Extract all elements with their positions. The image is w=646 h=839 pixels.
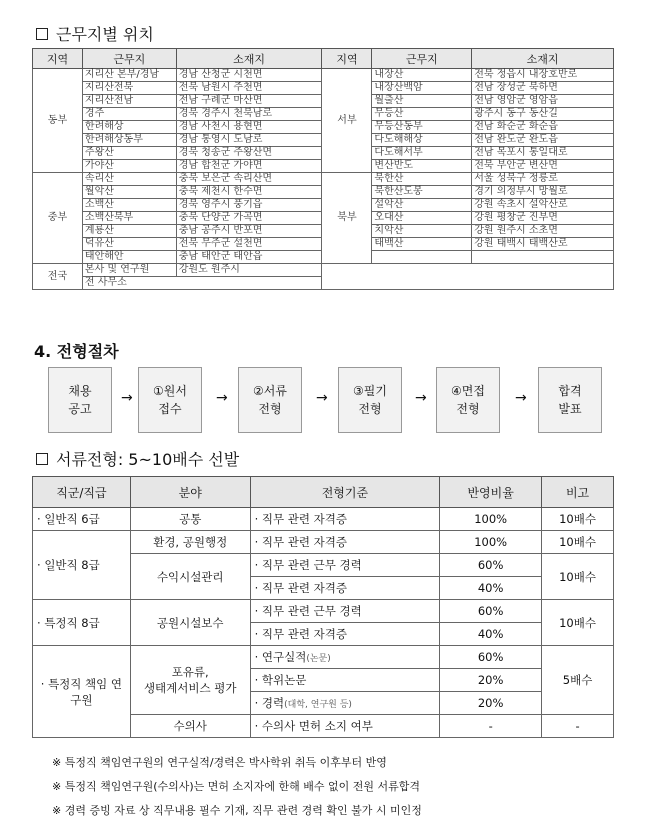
address-cell: 전남 완도군 완도읍 — [472, 134, 614, 147]
office-cell: 태안해안 — [82, 251, 176, 264]
address-cell: 강원도 원주시 — [176, 264, 322, 277]
office-cell: 내장산백암 — [372, 82, 472, 95]
region-cell: 북부 — [322, 173, 372, 264]
address-cell: 강원 태백시 태백산로 — [472, 238, 614, 251]
column-header: 근무지 — [372, 49, 472, 69]
field-cell: 환경, 공원행정 — [130, 531, 250, 554]
checkbox-icon — [36, 453, 48, 465]
section-title-locations — [36, 22, 154, 45]
office-cell — [372, 251, 472, 264]
column-header: 소재지 — [176, 49, 322, 69]
office-cell: 북한산 — [372, 173, 472, 186]
office-cell: 지리산 본부/경남 — [82, 69, 176, 82]
table-row — [33, 600, 614, 623]
note-cell: 10배수 — [542, 531, 614, 554]
process-step: ①원서 접수 — [138, 367, 202, 433]
column-header: 반영비율 — [440, 477, 542, 508]
address-cell: 강원 원주시 소초면 — [472, 225, 614, 238]
ratio-cell: 60% — [440, 600, 542, 623]
field-cell: 공원시설보수 — [130, 600, 250, 646]
field-cell: 수익시설관리 — [130, 554, 250, 600]
ratio-cell: 40% — [440, 623, 542, 646]
checkbox-icon — [36, 28, 48, 40]
office-cell: 계룡산 — [82, 225, 176, 238]
criteria-cell: · 경력(대학, 연구원 등) — [250, 692, 440, 715]
region-cell: 전국 — [33, 264, 83, 290]
column-header: 비고 — [542, 477, 614, 508]
office-cell: 본사 및 연구원 — [82, 264, 176, 277]
note-cell: - — [542, 715, 614, 738]
footnote: ※ 특정직 책임연구원(수의사)는 면허 소지자에 한해 배수 없이 전원 서류합격 — [52, 780, 421, 793]
ratio-cell: 20% — [440, 692, 542, 715]
office-cell: 지리산전남 — [82, 95, 176, 108]
office-cell: 속리산 — [82, 173, 176, 186]
address-cell: 전남 영암군 영암읍 — [472, 95, 614, 108]
office-cell: 주왕산 — [82, 147, 176, 160]
column-header: 분야 — [130, 477, 250, 508]
arrow-right-icon: → — [316, 390, 328, 406]
process-step: 채용 공고 — [48, 367, 112, 433]
process-step: ②서류 전형 — [238, 367, 302, 433]
address-cell — [472, 251, 614, 264]
column-header: 근무지 — [82, 49, 176, 69]
address-cell: 전북 부안군 변산면 — [472, 160, 614, 173]
address-cell: 충북 단양군 가곡면 — [176, 212, 322, 225]
address-cell: 충북 제천시 한수면 — [176, 186, 322, 199]
grade-cell: · 특정직 책임 연구원 — [33, 646, 131, 738]
section-title-document-screening — [36, 447, 239, 470]
office-cell: 한려해상동부 — [82, 134, 176, 147]
address-cell: 전북 남원시 주천면 — [176, 82, 322, 95]
office-cell: 월악산 — [82, 186, 176, 199]
address-cell: 전남 장성군 북하면 — [472, 82, 614, 95]
criteria-cell: · 직무 관련 근무 경력 — [250, 554, 440, 577]
table-row — [33, 173, 614, 186]
address-cell: 전북 정읍시 내장호반로 — [472, 69, 614, 82]
ratio-cell: - — [440, 715, 542, 738]
criteria-cell: · 직무 관련 근무 경력 — [250, 600, 440, 623]
column-header: 직군/직급 — [33, 477, 131, 508]
office-cell: 태백산 — [372, 238, 472, 251]
address-cell: 강원 속초시 설악산로 — [472, 199, 614, 212]
table-row — [33, 69, 614, 82]
process-step: ③필기 전형 — [338, 367, 402, 433]
criteria-cell: · 직무 관련 자격증 — [250, 508, 440, 531]
address-cell: 경북 경주시 천북남로 — [176, 108, 322, 121]
column-header: 전형기준 — [250, 477, 440, 508]
section-title-text: 근무지별 위치 — [56, 25, 154, 44]
column-header: 소재지 — [472, 49, 614, 69]
footnote: ※ 경력 증빙 자료 상 직무내용 필수 기재, 직무 관련 경력 확인 불가 시 미인정 — [52, 804, 422, 817]
field-cell: 포유류, 생태계서비스 평가 — [130, 646, 250, 715]
office-cell: 지리산전북 — [82, 82, 176, 95]
location-table-header — [33, 49, 614, 69]
empty-cell — [322, 264, 614, 290]
region-cell: 중부 — [33, 173, 83, 264]
arrow-right-icon: → — [216, 390, 228, 406]
office-cell: 가야산 — [82, 160, 176, 173]
arrow-right-icon: → — [121, 390, 133, 406]
criteria-cell: · 직무 관련 자격증 — [250, 531, 440, 554]
office-cell: 설악산 — [372, 199, 472, 212]
column-header: 지역 — [322, 49, 372, 69]
address-cell: 전남 구례군 마산면 — [176, 95, 322, 108]
criteria-cell: · 직무 관련 자격증 — [250, 623, 440, 646]
process-step: 합격 발표 — [538, 367, 602, 433]
note-cell: 10배수 — [542, 508, 614, 531]
table-row — [33, 264, 614, 277]
grade-cell: · 특정직 8급 — [33, 600, 131, 646]
criteria-cell: · 학위논문 — [250, 669, 440, 692]
criteria-cell: · 연구실적(논문) — [250, 646, 440, 669]
office-cell: 소백산 — [82, 199, 176, 212]
office-cell: 무등산 — [372, 108, 472, 121]
address-cell: 충남 태안군 태안읍 — [176, 251, 322, 264]
grade-cell: · 일반직 8급 — [33, 531, 131, 600]
address-cell: 충남 공주시 반포면 — [176, 225, 322, 238]
arrow-right-icon: → — [415, 390, 427, 406]
office-cell: 소백산북부 — [82, 212, 176, 225]
note-cell: 10배수 — [542, 600, 614, 646]
selection-table — [32, 476, 614, 738]
address-cell: 강원 평창군 진부면 — [472, 212, 614, 225]
ratio-cell: 100% — [440, 508, 542, 531]
office-cell: 변산반도 — [372, 160, 472, 173]
table-row — [33, 646, 614, 669]
selection-table-header — [33, 477, 614, 508]
criteria-cell: · 직무 관련 자격증 — [250, 577, 440, 600]
location-table — [32, 48, 614, 290]
field-cell: 수의사 — [130, 715, 250, 738]
ratio-cell: 60% — [440, 554, 542, 577]
process-step: ④면접 전형 — [436, 367, 500, 433]
ratio-cell: 20% — [440, 669, 542, 692]
office-cell: 월출산 — [372, 95, 472, 108]
office-cell: 치악산 — [372, 225, 472, 238]
office-cell: 북한산도봉 — [372, 186, 472, 199]
note-cell: 10배수 — [542, 554, 614, 600]
office-cell: 전 사무소 — [82, 277, 322, 290]
address-cell: 경남 사천시 용현면 — [176, 121, 322, 134]
address-cell: 경남 통영시 도남로 — [176, 134, 322, 147]
field-cell: 공통 — [130, 508, 250, 531]
region-cell: 서부 — [322, 69, 372, 173]
region-cell: 동부 — [33, 69, 83, 173]
address-cell: 전북 무주군 설천면 — [176, 238, 322, 251]
office-cell: 오대산 — [372, 212, 472, 225]
address-cell: 경기 의정부시 망월로 — [472, 186, 614, 199]
address-cell: 광주시 동구 동산길 — [472, 108, 614, 121]
office-cell: 내장산 — [372, 69, 472, 82]
grade-cell: · 일반직 6급 — [33, 508, 131, 531]
procedure-title: 4. 전형절차 — [34, 342, 119, 361]
section-title-text: 서류전형: 5~10배수 선발 — [56, 450, 240, 469]
office-cell: 무등산동부 — [372, 121, 472, 134]
office-cell: 다도해해상 — [372, 134, 472, 147]
office-cell: 경주 — [82, 108, 176, 121]
address-cell: 충북 보은군 속리산면 — [176, 173, 322, 186]
office-cell: 덕유산 — [82, 238, 176, 251]
note-cell: 5배수 — [542, 646, 614, 715]
address-cell: 서울 성북구 정릉로 — [472, 173, 614, 186]
office-cell: 한려해상 — [82, 121, 176, 134]
address-cell: 전남 목포시 통일대로 — [472, 147, 614, 160]
criteria-cell: · 수의사 면허 소지 여부 — [250, 715, 440, 738]
footnote: ※ 특정직 책임연구원의 연구실적/경력은 박사학위 취득 이후부터 반영 — [52, 756, 387, 769]
address-cell: 경남 산청군 시천면 — [176, 69, 322, 82]
column-header: 지역 — [33, 49, 83, 69]
ratio-cell: 100% — [440, 531, 542, 554]
ratio-cell: 40% — [440, 577, 542, 600]
address-cell: 경남 합천군 가야면 — [176, 160, 322, 173]
office-cell: 다도해서부 — [372, 147, 472, 160]
table-row — [33, 531, 614, 554]
arrow-right-icon: → — [515, 390, 527, 406]
ratio-cell: 60% — [440, 646, 542, 669]
address-cell: 전남 화순군 화순읍 — [472, 121, 614, 134]
table-row — [33, 508, 614, 531]
address-cell: 경북 영주시 풍기읍 — [176, 199, 322, 212]
address-cell: 경북 청송군 주왕산면 — [176, 147, 322, 160]
